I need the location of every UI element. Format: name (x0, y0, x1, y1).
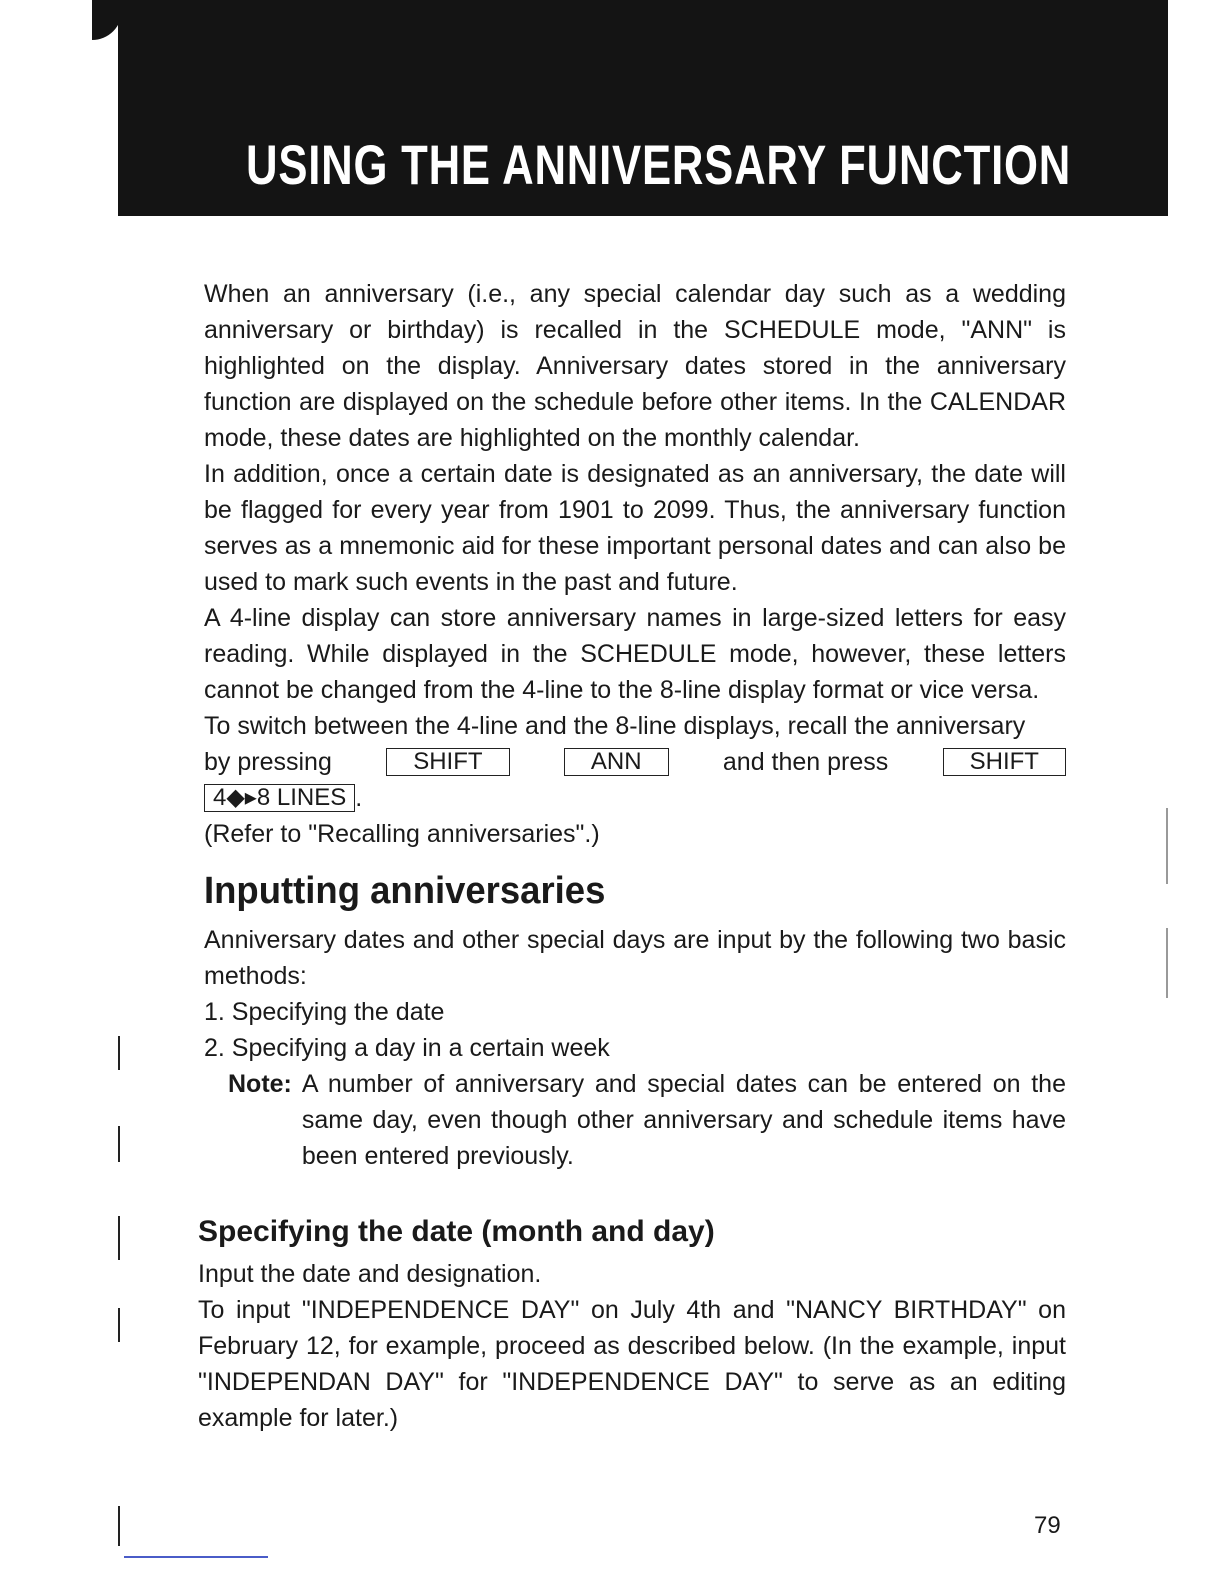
margin-rule (118, 1506, 120, 1546)
period: . (355, 784, 363, 812)
margin-rule (118, 1036, 120, 1070)
note-text: A number of anniversary and special dates can be entered on the same day, even though other anniversary and schedule items have been entered previously. (301, 1070, 1066, 1170)
key-sequence-end (204, 780, 1066, 816)
page-title: USING THE ANNIVERSARY FUNCTION (246, 133, 1072, 196)
section-intro: Anniversary dates and other special days are input by the following two basic methods: (204, 926, 1066, 990)
intro-paragraph: A 4-line display can store anniversary names in large-sized letters for easy reading. While displayed in the SCHEDULE mode, however, these letters cannot be changed from the 4-line to the 8-line display format or vice versa. (204, 604, 1066, 704)
key-sequence (204, 744, 1066, 780)
refer-text: (Refer to "Recalling anniversaries".) (204, 820, 600, 848)
intro-paragraph: When an anniversary (i.e., any special calendar day such as a wedding anniversary or birthday) is recalled in the SCHEDULE mode, "ANN" is highlighted on the display. Anniversary dates stored in the anniversary function are displayed on the schedule before other items. In the CALENDAR mode, these dates are highlighted on the monthly calendar. (204, 280, 1066, 452)
list-item: 2. Specifying a day in a certain week (204, 1034, 610, 1062)
by-pressing-text: by pressing (204, 748, 332, 776)
subsection-line: To input "INDEPENDENCE DAY" on July 4th and "NANCY BIRTHDAY" on February 12, for example, proceed as described below. (In the example, input "INDEPENDAN DAY" for "INDEPENDENCE DAY" to serve as an editing example for later.) (198, 1296, 1066, 1432)
shift-key: SHIFT (386, 748, 509, 776)
margin-rule (118, 1216, 120, 1260)
note (228, 1066, 1066, 1174)
list-item: 1. Specifying the date (204, 998, 445, 1026)
note-label: Note: (228, 1070, 292, 1098)
and-then-press-text: and then press (722, 748, 889, 776)
page-number: 79 (1034, 1512, 1061, 1539)
lines-key: 4◆▸8 LINES (204, 784, 355, 812)
bottom-rule (124, 1556, 268, 1558)
shift-key: SHIFT (943, 748, 1066, 776)
intro-text (204, 276, 1066, 744)
ann-key: ANN (564, 748, 669, 776)
margin-rule (1166, 928, 1168, 998)
intro-paragraph: To switch between the 4-line and the 8-line displays, recall the anniversary (204, 712, 1026, 740)
intro-paragraph: In addition, once a certain date is designated as an anniversary, the date will be flagged for every year from 1901 to 2099. Thus, the anniversary function serves as a mnemonic aid for these important personal dates and can also be used to mark such events in the past and future. (204, 460, 1066, 596)
section-title: Inputting anniversaries (204, 870, 606, 912)
margin-rule (118, 1308, 120, 1342)
subsection-title: Specifying the date (month and day) (198, 1215, 715, 1248)
page-content (198, 276, 1066, 1436)
margin-rule (118, 1126, 120, 1162)
subsection-line: Input the date and designation. (198, 1260, 542, 1288)
margin-rule (1166, 808, 1168, 884)
